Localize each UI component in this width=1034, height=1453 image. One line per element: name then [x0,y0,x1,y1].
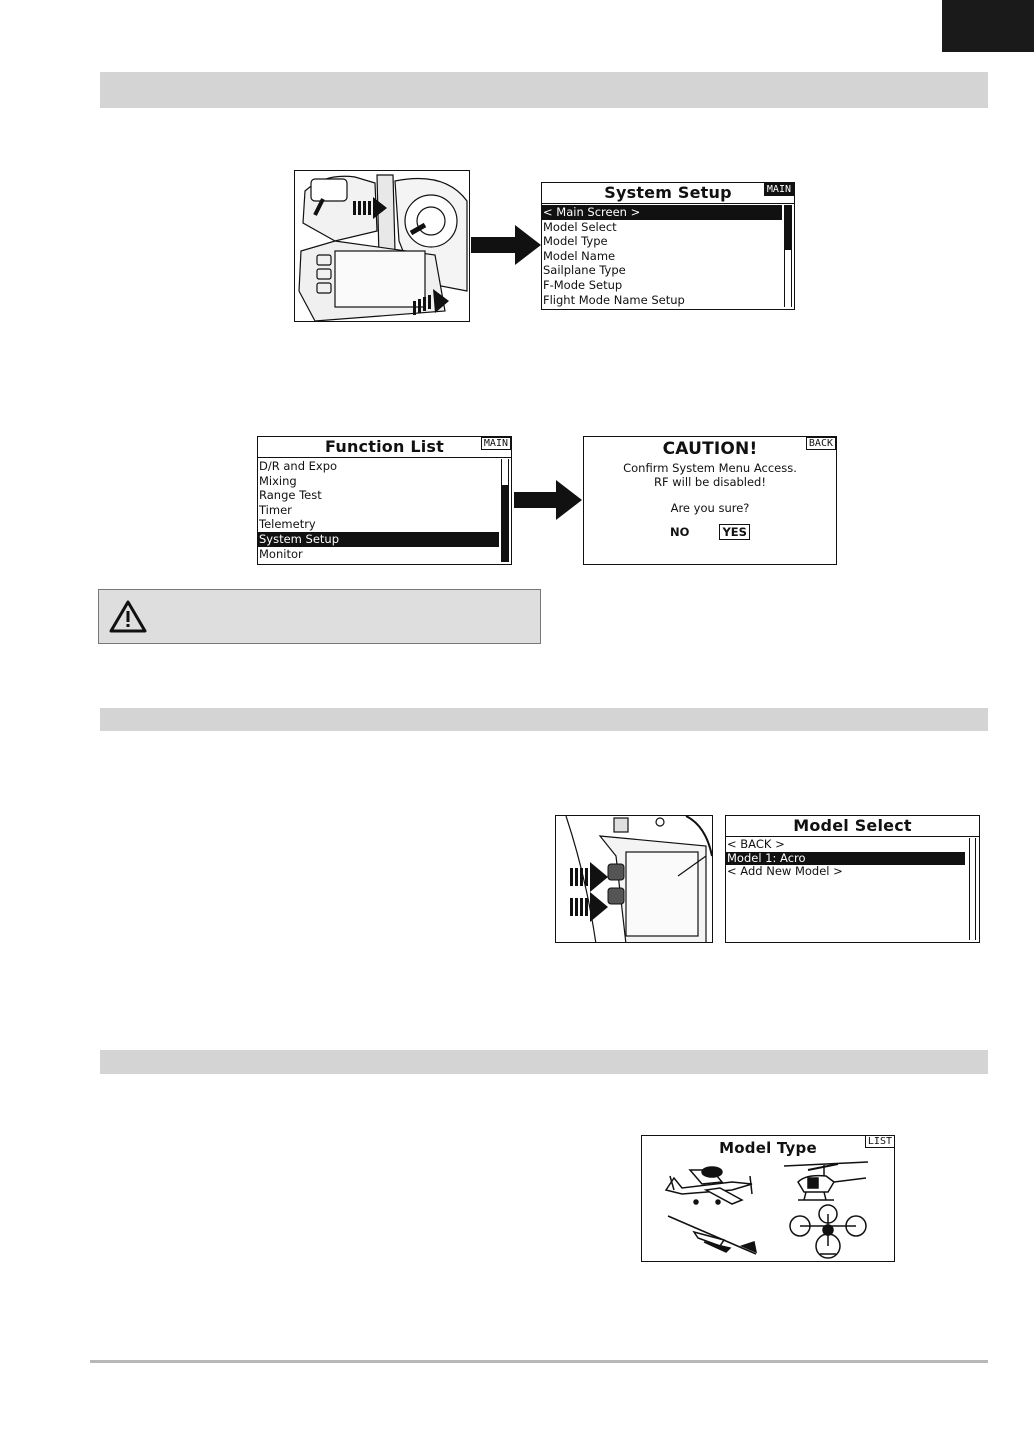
model-select-screen [725,815,980,943]
menu-list [258,459,499,561]
scrollbar[interactable] [784,205,792,307]
screen-title: Model Select [726,816,979,837]
system-setup-screen [541,182,795,310]
page-corner-tab [942,0,1034,52]
sailplane-icon[interactable] [664,1212,760,1256]
caution-question: Are you sure? [670,501,750,515]
warning-triangle-icon [109,599,147,634]
right-arrow-icon [514,480,582,520]
menu-item[interactable]: Range Test [259,488,322,503]
yes-button[interactable]: YES [719,524,749,540]
screen-title: System Setup [542,183,794,204]
airplane-icon[interactable] [662,1160,758,1208]
caution-screen [583,436,837,565]
scrollbar[interactable] [969,838,976,940]
model-list [726,838,965,879]
function-list-screen [257,436,512,565]
right-arrow-icon [471,225,541,265]
menu-item[interactable]: Monitor [259,546,303,561]
helicopter-icon[interactable] [778,1160,874,1208]
no-button[interactable]: NO [670,525,690,539]
list-item[interactable]: < BACK > [727,837,785,851]
transmitter-illustration-2 [555,815,713,943]
confirm-options [584,525,836,539]
menu-item[interactable]: D/R and Expo [259,459,338,473]
menu-item[interactable]: Telemetry [259,517,316,532]
back-tag[interactable]: BACK [806,437,836,450]
menu-item[interactable]: Sailplane Type [543,263,626,278]
menu-item[interactable]: F-Mode Setup [543,277,623,292]
caution-line-2: RF will be disabled! [654,475,766,489]
menu-item[interactable]: < Main Screen > [542,205,782,220]
menu-item[interactable]: System Setup [258,532,499,547]
transmitter-illustration-1 [294,170,470,322]
section-header-bar-3 [100,1050,988,1074]
menu-item[interactable]: Model Name [543,248,616,263]
menu-item[interactable]: Flight Mode Name Setup [543,292,685,307]
warning-note-box [98,589,541,644]
main-tag[interactable]: MAIN [481,437,511,450]
main-tag[interactable]: MAIN [764,183,794,196]
list-tag[interactable]: LIST [865,1136,894,1148]
section-header-bar-1 [100,72,988,108]
menu-list [542,205,782,307]
multirotor-icon[interactable] [780,1204,876,1260]
footer-rule [90,1360,988,1363]
list-item[interactable]: < Add New Model > [727,864,843,878]
list-item[interactable]: Model 1: Acro [726,852,965,866]
model-type-screen [641,1135,895,1262]
section-header-bar-2 [100,708,988,731]
caution-line-1: Confirm System Menu Access. [623,461,797,475]
menu-item[interactable]: Model Type [543,234,608,249]
menu-item[interactable]: Mixing [259,473,297,488]
menu-item[interactable]: Timer [259,502,292,517]
menu-item[interactable]: Model Select [543,219,617,234]
screen-title: Model Type [719,1139,817,1157]
caution-title: CAUTION! [662,439,758,459]
scrollbar[interactable] [501,459,509,562]
screen-title: Function List [258,437,511,458]
